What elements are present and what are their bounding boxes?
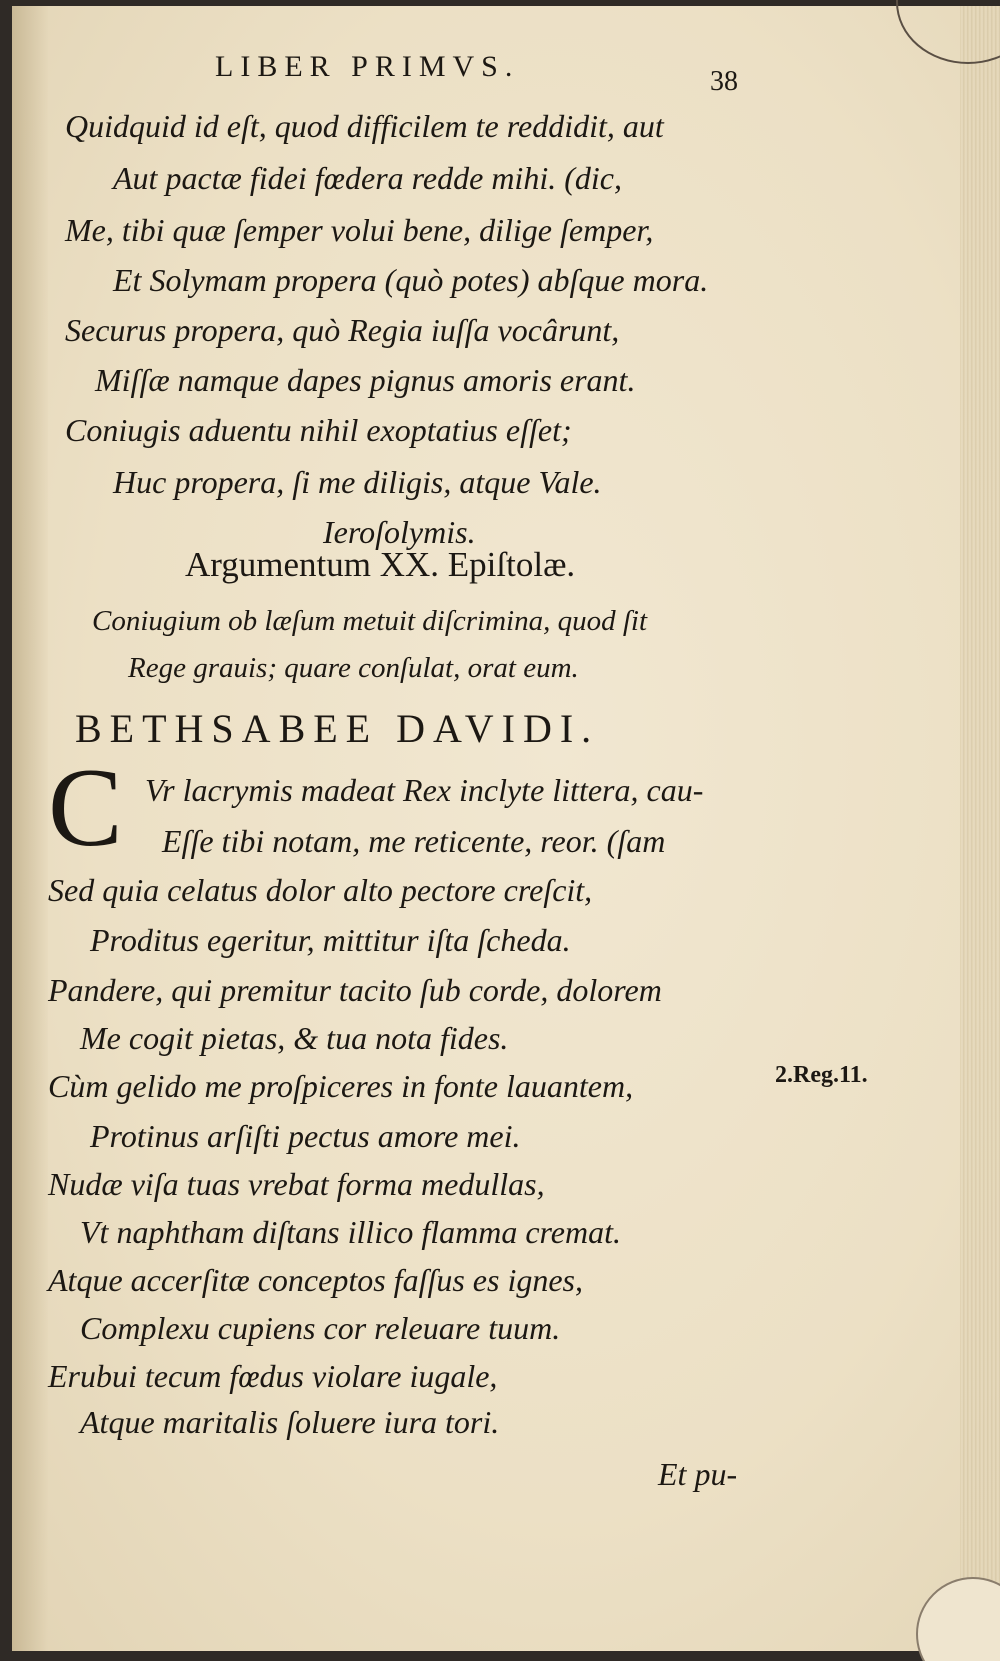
verse-line: Aut pactæ fidei fœdera redde mihi. (dic, xyxy=(113,160,622,196)
verse-line: Me, tibi quæ ſemper volui bene, dilige ſemper, xyxy=(65,212,654,248)
argument-title: Argumentum XX. Epiſtolæ. xyxy=(185,545,576,584)
verse-line: Protinus arſiſti pectus amore mei. xyxy=(90,1118,521,1154)
verse-line: Nudæ viſa tuas vrebat forma medullas, xyxy=(48,1166,545,1202)
drop-cap: C xyxy=(48,746,123,870)
verse-line: Securus propera, quò Regia iuſſa vocârunt, xyxy=(65,312,620,348)
verse-line: Me cogit pietas, & tua nota fides. xyxy=(80,1020,509,1056)
verse-line: Vr lacrymis madeat Rex inclyte littera, cau- xyxy=(145,772,704,808)
verse-line: Vt naphtham diſtans illico flamma cremat. xyxy=(80,1214,621,1250)
running-title: LIBER PRIMVS. xyxy=(215,50,520,83)
verse-line: Miſſæ namque dapes pignus amoris erant. xyxy=(95,362,636,398)
verse-line: Et Solymam propera (quò potes) abſque mora. xyxy=(113,262,709,298)
margin-reference: 2.Reg.11. xyxy=(775,1062,868,1088)
verse-line: Atque maritalis ſoluere iura tori. xyxy=(80,1404,500,1440)
verse-line: Pandere, qui premitur tacito ſub corde, dolorem xyxy=(48,972,662,1008)
page-fore-edge xyxy=(960,6,1000,1651)
verse-line: Eſſe tibi notam, me reticente, reor. (ſam xyxy=(162,823,666,859)
page-number: 38 xyxy=(710,66,738,97)
verse-line: Quidquid id eſt, quod difficilem te reddidit, aut xyxy=(65,108,664,144)
catchword: Et pu- xyxy=(658,1456,738,1492)
epistle-heading: BETHSABEE DAVIDI. xyxy=(75,706,600,751)
page-gutter xyxy=(12,6,48,1651)
place-date-line: Ieroſolymis. xyxy=(323,514,476,550)
verse-line: Coniugis aduentu nihil exoptatius eſſet; xyxy=(65,412,572,448)
verse-line: Cùm gelido me proſpiceres in fonte lauantem, xyxy=(48,1068,634,1104)
argument-line: Rege grauis; quare conſulat, orat eum. xyxy=(128,652,579,684)
verse-line: Huc propera, ſi me diligis, atque Vale. xyxy=(113,464,602,500)
verse-line: Complexu cupiens cor releuare tuum. xyxy=(80,1310,561,1346)
verse-line: Erubui tecum fœdus violare iugale, xyxy=(48,1358,498,1394)
verse-line: Sed quia celatus dolor alto pectore creſcit, xyxy=(48,872,593,908)
verse-line: Proditus egeritur, mittitur iſta ſcheda. xyxy=(90,922,571,958)
argument-line: Coniugium ob læſum metuit diſcrimina, quod ſit xyxy=(92,605,648,637)
verse-line: Atque accerſitæ conceptos faſſus es ignes, xyxy=(48,1262,583,1298)
